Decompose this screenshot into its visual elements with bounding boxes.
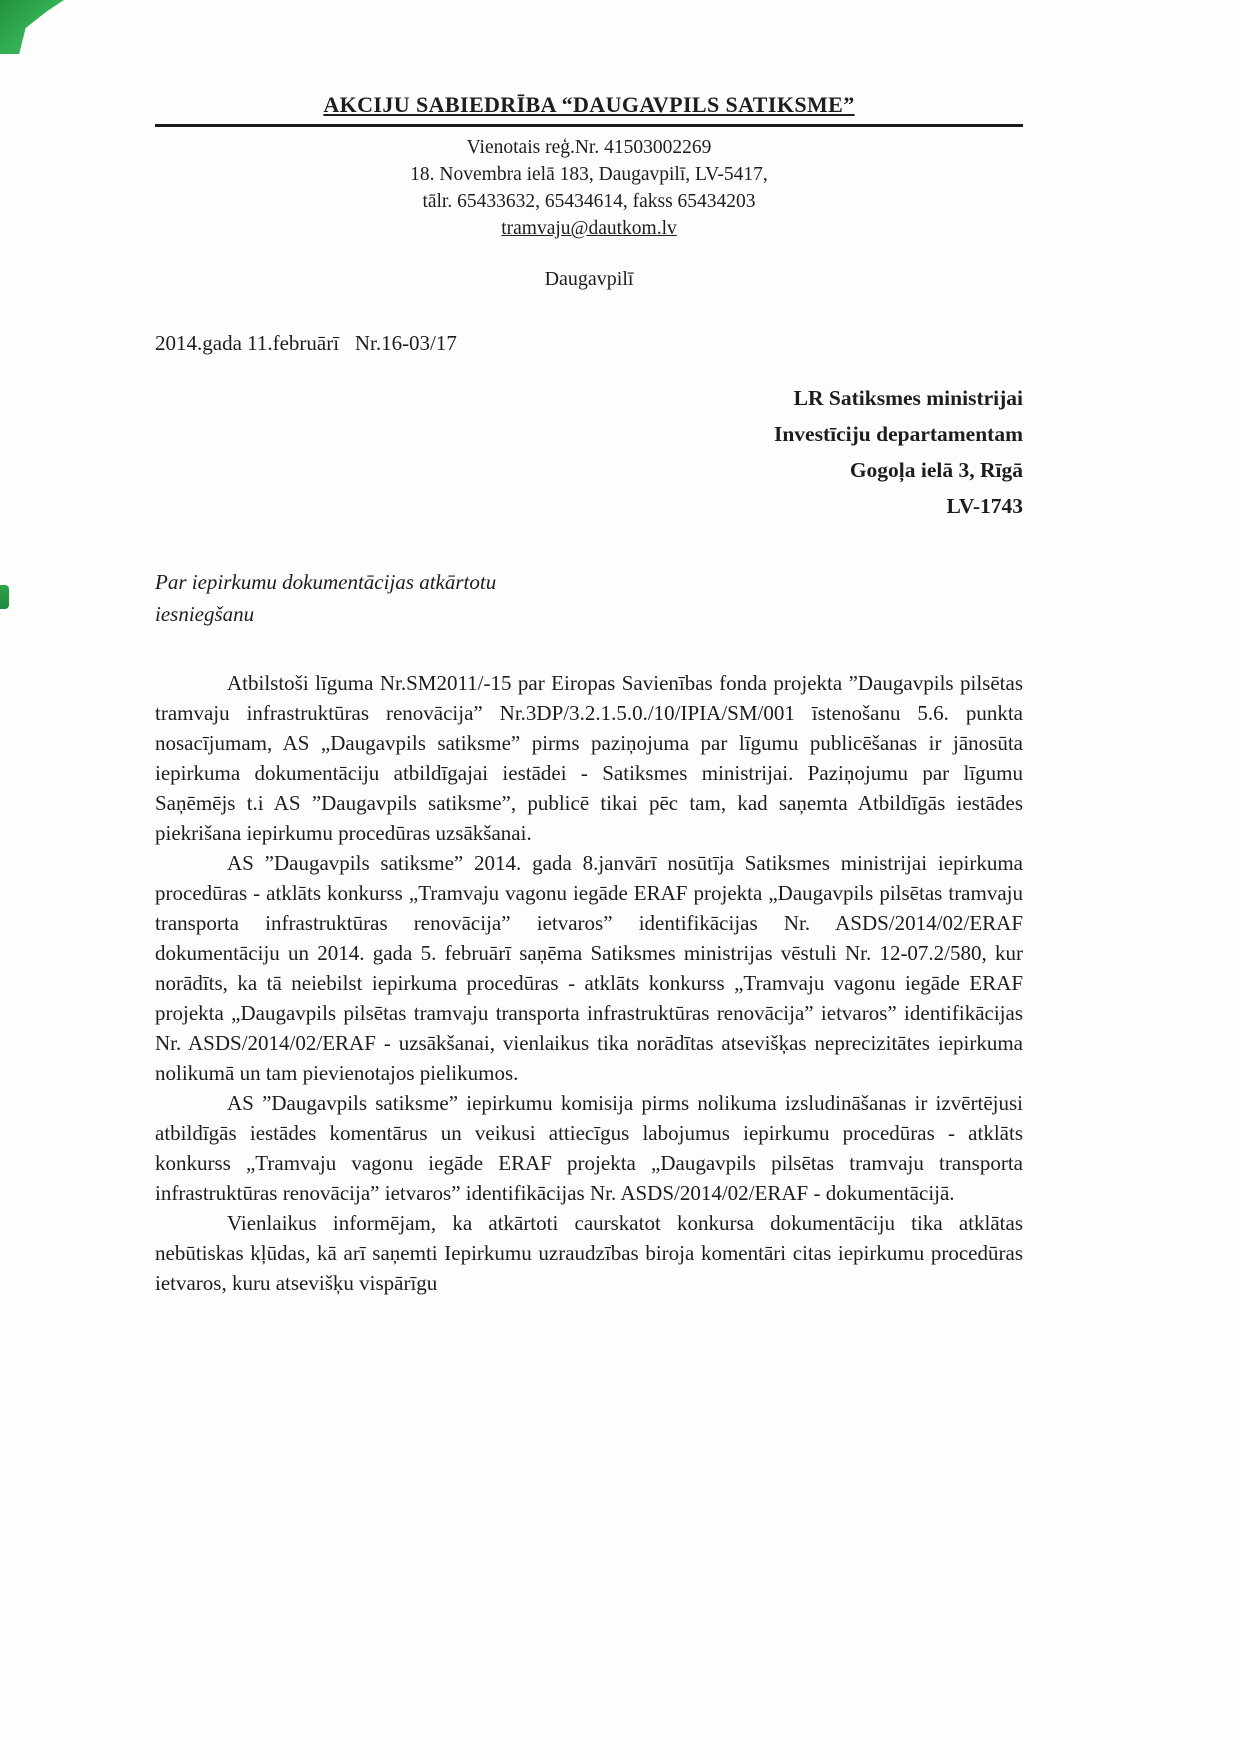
address-line: 18. Novembra ielā 183, Daugavpilī, LV-5417, <box>410 164 768 185</box>
body-paragraph: Atbilstoši līguma Nr.SM2011/-15 par Eiropas Savienības fonda projekta ”Daugavpils pilsētas tramvaju infrastruktūras renovācija” Nr.3DP/3.2.1.5.0./10/IPIA/SM/001 īstenošanu 5.6. punkta nosacījumam, AS „Daugavpils satiksme” pirms paziņojuma par līgumu publicēšanas ir jānosūta iepirkuma dokumentāciju atbildīgajai iestādei - Satiksmes ministrijai. Paziņojumu par līgumu Saņēmējs t.i AS ”Daugavpils satiksme”, publicē tikai pēc tam, kad saņemta Atbildīgās iestādes piekrišana iepirkumu procedūras uzsākšanai. <box>155 671 1023 845</box>
recipient-line: Gogoļa ielā 3, Rīgā <box>849 458 1023 482</box>
scanner-artifact-top-left <box>0 0 64 54</box>
date-and-reference-number: 2014.gada 11.februārī Nr.16-03/17 <box>155 331 457 355</box>
recipient-line: LV-1743 <box>946 494 1023 518</box>
body-paragraph: Vienlaikus informējam, ka atkārtoti caurskatot konkursa dokumentāciju tika atklātas nebūtiskas kļūdas, kā arī saņemti Iepirkumu uzraudzības biroja komentāri citas iepirkumu procedūras ietvaros, kuru atsevišķu vispārīgu <box>155 1211 1023 1295</box>
subject-block <box>155 566 1023 630</box>
recipient-block <box>155 380 1023 524</box>
subject-line: iesniegšanu <box>155 602 255 626</box>
letterhead <box>155 92 1023 242</box>
email-link[interactable]: tramvaju@dautkom.lv <box>501 218 677 239</box>
recipient-line: Investīciju departamentam <box>773 422 1023 446</box>
letter-content <box>155 92 1023 1298</box>
subject-line: Par iepirkumu dokumentācijas atkārtotu <box>155 570 497 594</box>
scanner-artifact-left-edge <box>0 585 9 609</box>
recipient-line: LR Satiksmes ministrijai <box>793 386 1023 410</box>
body-paragraph: AS ”Daugavpils satiksme” 2014. gada 8.janvārī nosūtīja Satiksmes ministrijai iepirkuma procedūras - atklāts konkurss „Tramvaju vagonu iegāde ERAF projekta „Daugavpils pilsētas tramvaju transporta infrastruktūras renovācija” ietvaros” identifikācijas Nr. ASDS/2014/02/ERAF dokumentāciju un 2014. gada 5. februārī saņēma Satiksmes ministrijas vēstuli Nr. 12-07.2/580, kur norādīts, ka tā neiebilst iepirkuma procedūras - atklāts konkurss „Tramvaju vagonu iegāde ERAF projekta „Daugavpils pilsētas tramvaju transporta infrastruktūras renovācija” ietvaros” identifikācijas Nr. ASDS/2014/02/ERAF - uzsākšanai, vienlaikus tika norādītas atsevišķas neprecizitātes iepirkuma nolikumā un tam pievienotajos pielikumos. <box>155 851 1023 1085</box>
letter-body <box>155 668 1023 1298</box>
place-line: Daugavpilī <box>544 268 634 290</box>
organization-name: AKCIJU SABIEDRĪBA “DAUGAVPILS SATIKSME” <box>155 92 1023 127</box>
body-paragraph: AS ”Daugavpils satiksme” iepirkumu komisija pirms nolikuma izsludināšanas ir izvērtējusi atbildīgās iestādes komentārus un veikusi attiecīgus labojumus iepirkumu procedūras - atklāts konkurss „Tramvaju vagonu iegāde ERAF projekta „Daugavpils pilsētas tramvaju transporta infrastruktūras renovācija” ietvaros” identifikācijas Nr. ASDS/2014/02/ERAF - dokumentācijā. <box>155 1091 1023 1205</box>
registration-number-line: Vienotais reģ.Nr. 41503002269 <box>466 137 712 158</box>
phone-fax-line: tālr. 65433632, 65434614, fakss 65434203 <box>422 191 756 212</box>
